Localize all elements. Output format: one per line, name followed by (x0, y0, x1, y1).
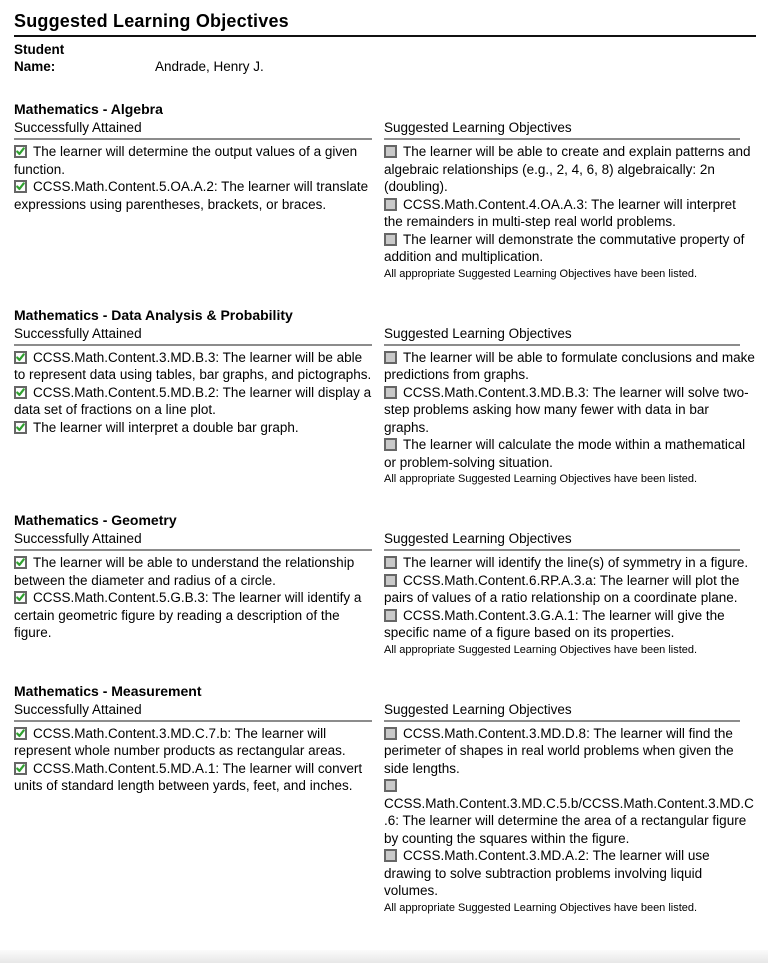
suggested-item (384, 777, 756, 847)
checked-checkbox[interactable] (14, 591, 27, 604)
unchecked-checkbox[interactable] (384, 438, 397, 451)
attained-column-header: Successfully Attained (14, 120, 372, 140)
check-icon (16, 147, 25, 156)
section-title: Mathematics - Measurement (14, 682, 202, 699)
attained-item (14, 760, 372, 795)
attained-item (14, 419, 372, 437)
objective-text: CCSS.Math.Content.3.MD.D.8: The learner will find the perimeter of shapes in real world problems when given the side lengths. (384, 725, 734, 776)
objective-text: The learner will calculate the mode within a mathematical or problem-solving situation. (384, 437, 746, 470)
suggested-column-header: Suggested Learning Objectives (384, 120, 740, 140)
attained-column-header: Successfully Attained (14, 531, 372, 551)
attained-item (14, 143, 372, 178)
objective-text: The learner will be able to formulate conclusions and make predictions from graphs. (384, 349, 755, 382)
section-title: Mathematics - Data Analysis & Probability (14, 306, 293, 323)
student-label-line1: Student (14, 42, 65, 57)
attained-column (14, 120, 372, 213)
all-listed-note: All appropriate Suggested Learning Objectives have been listed. (384, 267, 698, 280)
unchecked-checkbox[interactable] (384, 145, 397, 158)
objective-text: The learner will be able to create and explain patterns and algebraic relationships (e.g., 2, 4, 6, 8) algebraically: 2n (doubling). (384, 144, 751, 194)
check-icon (16, 593, 25, 602)
section-mathematics-geometry (14, 511, 756, 657)
objective-text: CCSS.Math.Content.3.MD.A.2: The learner will use drawing to solve subtraction problems involving liquid volumes. (384, 848, 710, 898)
suggested-column (384, 702, 756, 915)
all-listed-note: All appropriate Suggested Learning Objectives have been listed. (384, 473, 698, 485)
check-icon (16, 353, 25, 362)
suggested-item (384, 143, 756, 196)
suggested-item (384, 384, 756, 437)
attained-item (14, 589, 372, 642)
section-title: Mathematics - Geometry (14, 512, 177, 528)
check-icon (16, 388, 25, 397)
section-mathematics-measurement (14, 682, 756, 915)
suggested-item (384, 349, 756, 384)
suggested-item (384, 572, 756, 607)
objective-text: CCSS.Math.Content.3.MD.C.7.b: The learner will represent whole number products as rectangular areas. (14, 725, 346, 758)
checked-checkbox[interactable] (14, 145, 27, 158)
attained-column-header: Successfully Attained (14, 702, 372, 722)
unchecked-checkbox[interactable] (384, 233, 397, 246)
attained-item (14, 725, 372, 760)
section-title: Mathematics - Algebra (14, 101, 163, 117)
objective-text: CCSS.Math.Content.5.MD.B.2: The learner will display a data set of fractions on a line plot. (14, 384, 372, 417)
attained-column-header: Successfully Attained (14, 326, 372, 346)
objective-text: CCSS.Math.Content.3.MD.C.5.b/CCSS.Math.Content.3.MD.C.6: The learner will determine the area of a rectangular figure by counting the squares within the figure. (384, 795, 754, 846)
check-icon (16, 182, 25, 191)
unchecked-checkbox[interactable] (384, 849, 397, 862)
suggested-column (384, 531, 756, 657)
objective-text: The learner will be able to understand the relationship between the diameter and radius of a circle. (14, 555, 355, 588)
objective-text: CCSS.Math.Content.5.MD.A.1: The learner will convert units of standard length between yards, feet, and inches. (14, 760, 363, 793)
objective-text: CCSS.Math.Content.3.G.A.1: The learner will give the specific name of a figure based on its properties. (384, 607, 725, 640)
unchecked-checkbox[interactable] (384, 351, 397, 364)
suggested-item (384, 847, 756, 900)
unchecked-checkbox[interactable] (384, 574, 397, 587)
objective-text: CCSS.Math.Content.5.G.B.3: The learner will identify a certain geometric figure by reading a description of the figure. (14, 590, 362, 640)
suggested-column (384, 326, 756, 487)
student-name-label (14, 41, 155, 75)
unchecked-checkbox[interactable] (384, 386, 397, 399)
checked-checkbox[interactable] (14, 556, 27, 569)
objective-text: CCSS.Math.Content.4.OA.A.3: The learner will interpret the remainders in multi-step real world problems. (384, 196, 736, 229)
objective-text: The learner will demonstrate the commutative property of addition and multiplication. (384, 231, 745, 264)
checked-checkbox[interactable] (14, 180, 27, 193)
attained-item (14, 178, 372, 213)
unchecked-checkbox[interactable] (384, 556, 397, 569)
suggested-item (384, 725, 756, 778)
section-mathematics-data-analysis-probability (14, 306, 756, 487)
objective-text: CCSS.Math.Content.3.MD.B.3: The learner will be able to represent data using tables, bar graphs, and pictographs. (14, 349, 372, 382)
unchecked-checkbox[interactable] (384, 198, 397, 211)
attained-column (14, 531, 372, 642)
checked-checkbox[interactable] (14, 762, 27, 775)
all-listed-note: All appropriate Suggested Learning Objectives have been listed. (384, 643, 698, 656)
suggested-item (384, 607, 756, 642)
page-bottom-edge (0, 950, 768, 963)
objective-text: CCSS.Math.Content.6.RP.A.3.a: The learner will plot the pairs of values of a ratio relationship on a coordinate plane. (384, 572, 740, 605)
student-name-value: Andrade, Henry J. (155, 59, 264, 74)
checked-checkbox[interactable] (14, 727, 27, 740)
check-icon (16, 558, 25, 567)
suggested-column-header: Suggested Learning Objectives (384, 531, 740, 551)
objective-text: The learner will identify the line(s) of symmetry in a figure. (403, 555, 749, 570)
suggested-item (384, 196, 756, 231)
checked-checkbox[interactable] (14, 351, 27, 364)
section-mathematics-algebra (14, 100, 756, 281)
suggested-column (384, 120, 756, 281)
student-name-row (14, 41, 756, 75)
page-title: Suggested Learning Objectives (14, 10, 756, 37)
attained-column (14, 326, 372, 437)
check-icon (16, 423, 25, 432)
suggested-item (384, 231, 756, 266)
objective-text: The learner will determine the output values of a given function. (14, 144, 358, 177)
attained-item (14, 384, 372, 419)
attained-item (14, 554, 372, 589)
unchecked-checkbox[interactable] (384, 727, 397, 740)
checked-checkbox[interactable] (14, 421, 27, 434)
suggested-column-header: Suggested Learning Objectives (384, 702, 740, 722)
objective-text: The learner will interpret a double bar graph. (33, 419, 299, 435)
unchecked-checkbox[interactable] (384, 779, 397, 792)
attained-item (14, 349, 372, 384)
checked-checkbox[interactable] (14, 386, 27, 399)
objective-text: CCSS.Math.Content.3.MD.B.3: The learner will solve two-step problems asking how many fewer with data in bar graphs. (384, 384, 749, 435)
check-icon (16, 729, 25, 738)
student-label-line2: Name: (14, 59, 56, 74)
unchecked-checkbox[interactable] (384, 609, 397, 622)
suggested-item (384, 554, 756, 572)
objective-text: CCSS.Math.Content.5.OA.A.2: The learner will translate expressions using parentheses, brackets, or braces. (14, 179, 369, 212)
suggested-item (384, 436, 756, 471)
all-listed-note: All appropriate Suggested Learning Objectives have been listed. (384, 901, 698, 914)
suggested-column-header: Suggested Learning Objectives (384, 326, 740, 346)
attained-column (14, 702, 372, 795)
check-icon (16, 764, 25, 773)
